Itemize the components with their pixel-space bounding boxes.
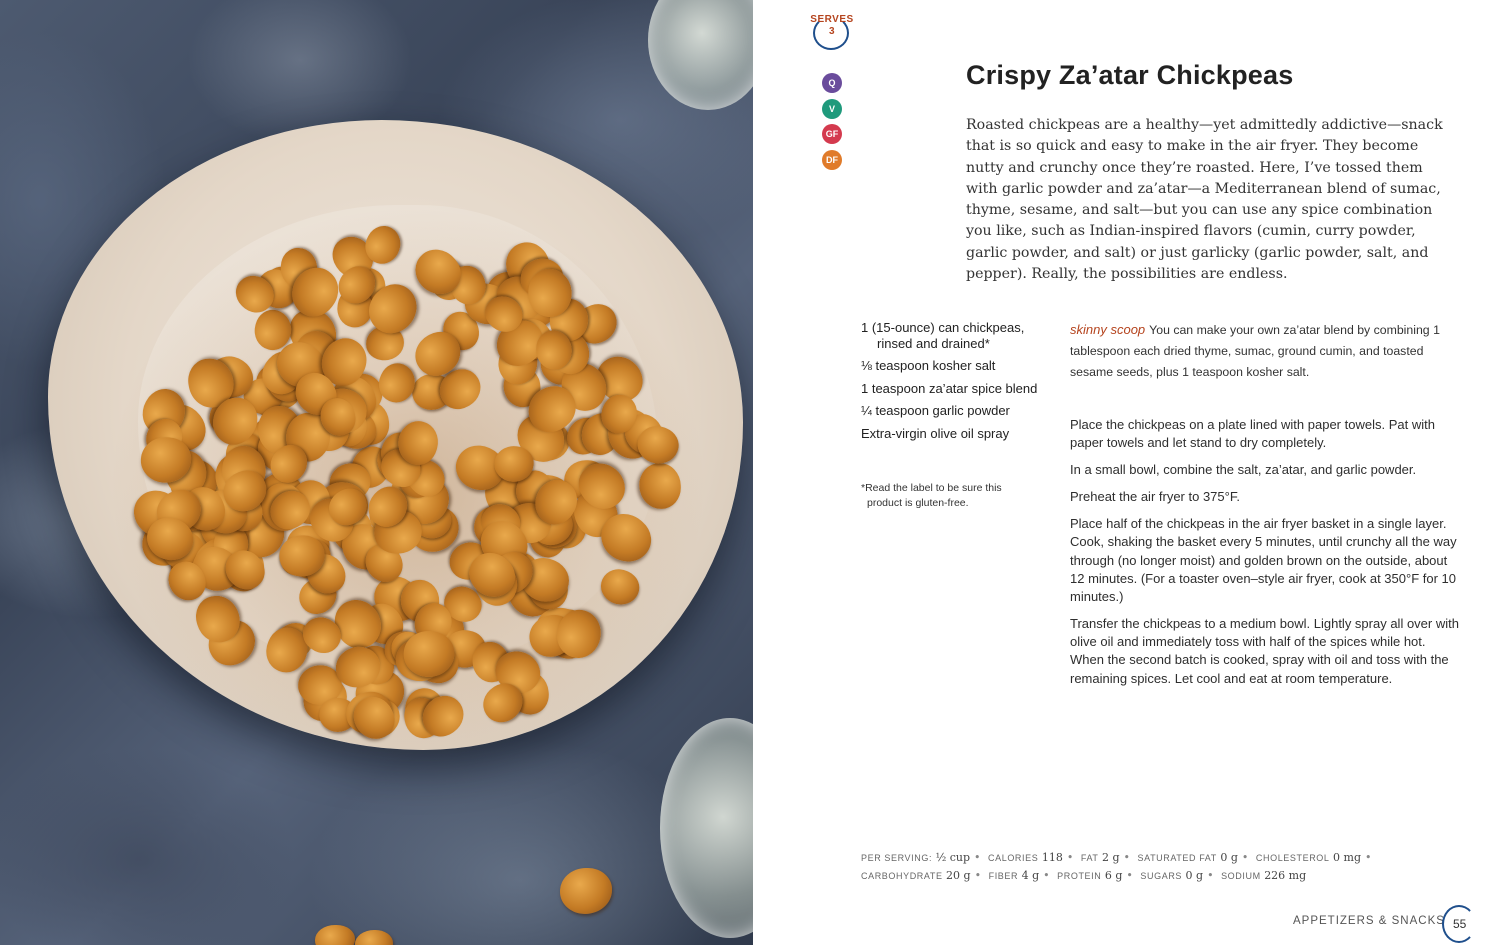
tip-text: You can make your own za’atar blend by combining 1 tablespoon each dried thyme, sumac, ground cumin, and toasted sesame seeds, plus 1 teaspoon kosher salt. <box>1070 323 1440 379</box>
gluten-free-badge: GF <box>822 124 842 144</box>
fat-value: 2 g <box>1101 851 1120 864</box>
recipe-intro: Roasted chickpeas are a healthy—yet admittedly addictive—snack that is so quick and easy to make in the air fryer. They become nutty and crunchy once they’re roasted. Here, I’ve tossed them with garlic powder and za’atar—a Mediterranean blend of sumac, thyme, sesame, and salt—but you can use any spice combination you like, such as Indian-inspired flavors (cumin, curry powder, garlic powder, and salt) or just garlicky (garlic powder, salt, and pepper). Really, the possibilities are endless. <box>966 117 1443 283</box>
stray-chickpea <box>560 868 612 914</box>
recipe-title: Crispy Za’atar Chickpeas <box>966 60 1294 90</box>
serving-bowl <box>48 120 743 750</box>
serves-indicator <box>808 14 856 38</box>
chickpea-pile <box>108 205 708 765</box>
ingredient-item: Extra-virgin olive oil spray <box>861 425 1010 441</box>
ingredient-item: ⅛ teaspoon kosher salt <box>861 358 996 373</box>
quick-badge: Q <box>822 73 842 93</box>
protein-value: 6 g <box>1104 869 1123 882</box>
section-name: APPETIZERS & SNACKS <box>1293 915 1445 927</box>
chickpea <box>595 563 644 611</box>
fiber-value: 4 g <box>1021 869 1040 882</box>
vegetarian-badge: V <box>822 99 842 119</box>
skinny-scoop-tip <box>1070 319 1460 383</box>
ingredient-item: ¼ teaspoon garlic powder <box>861 403 1010 418</box>
page-number-marker <box>1442 905 1476 943</box>
calories-value: 118 <box>1041 851 1063 864</box>
saturated-fat-label: SATURATED FAT <box>1137 853 1217 863</box>
ingredient-item: 1 teaspoon za’atar spice blend <box>861 380 1038 396</box>
gluten-free-footnote: *Read the label to be sure this product is gluten-free. <box>861 482 1002 509</box>
fat-label: FAT <box>1080 853 1099 863</box>
saturated-fat-value: 0 g <box>1220 851 1238 864</box>
calories-label: CALORIES <box>988 853 1039 863</box>
ingredient-item: 1 (15-ounce) can chickpeas, rinsed and drained* <box>861 320 1025 351</box>
step: Preheat the air fryer to 375°F. <box>1070 489 1240 505</box>
carbohydrate-label: CARBOHYDRATE <box>861 871 943 881</box>
serves-label: SERVES <box>810 14 854 25</box>
page-number: 55 <box>1453 917 1467 931</box>
sugars-label: SUGARS <box>1140 871 1183 881</box>
cholesterol-label: CHOLESTEROL <box>1255 853 1330 863</box>
chickpea <box>639 462 681 508</box>
per-serving-label: PER SERVING: <box>861 853 933 863</box>
tip-label: skinny scoop <box>1070 322 1146 337</box>
per-serving-value: ½ cup <box>935 851 971 864</box>
protein-label: PROTEIN <box>1057 871 1102 881</box>
nutrition-info: PER SERVING: ½ cup • CALORIES 118 • FAT 2 g • SATURATED FAT 0 g • CHOLESTEROL 0 mg • CARBOHYDRATE 20 g • FIBER 4 g • PROTEIN 6 g • SUGARS 0 g • SODIUM 226 mg <box>861 851 1372 882</box>
method-steps <box>1070 416 1462 697</box>
step: Place half of the chickpeas in the air fryer basket in a single layer. Cook, shaking the basket every 5 minutes, until crunchy all the way through (no longer moist) and golden brown on the outside, about 12 minutes. (For a toaster oven–style air fryer, cook at 350°F for 10 minutes.) <box>1070 516 1457 605</box>
sodium-value: 226 mg <box>1264 869 1307 882</box>
cholesterol-value: 0 mg <box>1333 851 1361 864</box>
step: Place the chickpeas on a plate lined with paper towels. Pat with paper towels and let stand to dry completely. <box>1070 417 1435 451</box>
step: Transfer the chickpeas to a medium bowl. Lightly spray all over with olive oil and immediately toss with half of the spices while hot. When the second batch is cooked, spray with oil and toss with the remaining spices. Let cool and eat at room temperature. <box>1070 616 1459 686</box>
step: In a small bowl, combine the salt, za’atar, and garlic powder. <box>1070 462 1417 478</box>
stray-chickpea <box>315 925 355 945</box>
water-glass <box>648 0 753 110</box>
serves-count: 3 <box>828 26 836 37</box>
ingredient-list <box>861 320 1056 448</box>
carbohydrate-value: 20 g <box>946 869 971 882</box>
dairy-free-badge: DF <box>822 150 842 170</box>
stray-chickpea <box>355 930 393 945</box>
chickpea <box>536 330 572 370</box>
sodium-label: SODIUM <box>1221 871 1261 881</box>
water-glass <box>660 718 753 938</box>
sugars-value: 0 g <box>1185 869 1204 882</box>
fiber-label: FIBER <box>988 871 1019 881</box>
